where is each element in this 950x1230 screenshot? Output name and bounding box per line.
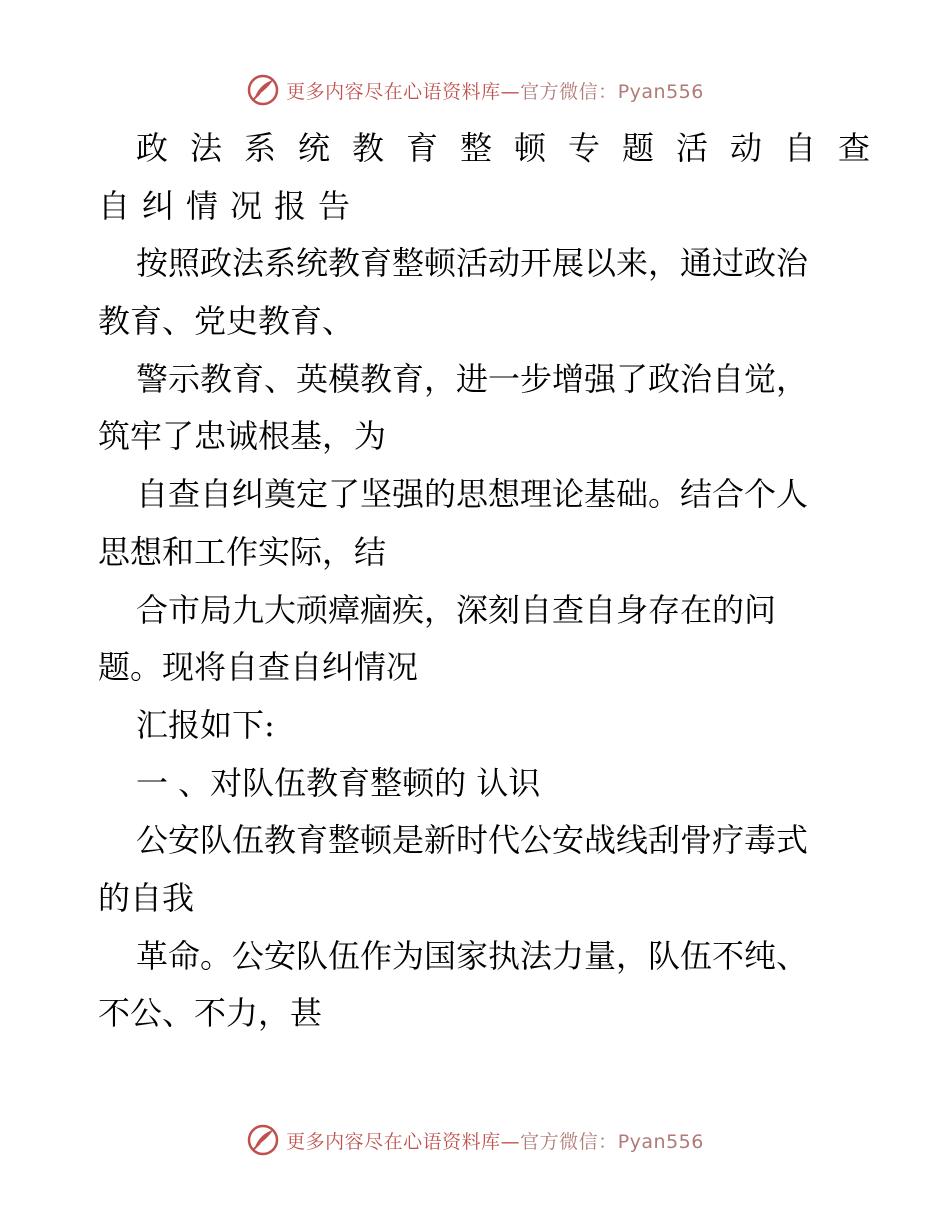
paragraph-line: 教育、党史教育、 bbox=[98, 302, 355, 341]
banner-wechat-id: Pyan556 bbox=[617, 80, 704, 103]
banner-site-name: 更多内容尽在心语资料库 bbox=[286, 1130, 501, 1153]
paragraph-line: 革命。公安队伍作为国家执法力量，队伍不纯、 bbox=[136, 936, 809, 975]
paragraph-line: 自查自纠奠定了坚强的思想理论基础。结合个人 bbox=[136, 475, 809, 514]
red-feather-seal-icon bbox=[246, 73, 280, 107]
paragraph-line: 合市局九大顽瘴痼疾，深刻自查自身存在的问 bbox=[136, 590, 777, 629]
banner-text bbox=[286, 77, 704, 104]
banner-site-name: 更多内容尽在心语资料库 bbox=[286, 80, 501, 103]
paragraph-line: 汇报如下: bbox=[136, 705, 275, 744]
document-title-line-2: 自纠情况报告 bbox=[98, 186, 363, 225]
paragraph-line: 思想和工作实际，结 bbox=[98, 532, 387, 571]
document-body bbox=[98, 120, 893, 1043]
paragraph-line: 题。现将自查自纠情况 bbox=[98, 648, 419, 687]
banner-wechat-label: 官方微信： bbox=[520, 80, 618, 103]
banner-wechat-label: 官方微信： bbox=[520, 1130, 618, 1153]
document-title-line-1: 政法系统教育整顿专题活动自查 bbox=[136, 129, 893, 167]
banner-dash: — bbox=[500, 1130, 521, 1153]
paragraph-line: 警示教育、英模教育，进一步增强了政治自觉， bbox=[136, 359, 809, 398]
banner-dash: — bbox=[500, 80, 521, 103]
header-watermark-banner bbox=[0, 70, 950, 110]
paragraph-line: 筑牢了忠诚根基，为 bbox=[98, 417, 387, 456]
paragraph-line: 不公、不力，甚 bbox=[98, 994, 323, 1033]
paragraph-line: 公安队伍教育整顿是新时代公安战线刮骨疗毒式 bbox=[136, 821, 809, 860]
paragraph-line: 按照政法系统教育整顿活动开展以来，通过政治 bbox=[136, 244, 809, 283]
footer-watermark-banner bbox=[0, 1120, 950, 1160]
red-feather-seal-icon bbox=[246, 1123, 280, 1157]
paragraph-line: 的自我 bbox=[98, 878, 195, 917]
banner-text bbox=[286, 1127, 704, 1154]
banner-wechat-id: Pyan556 bbox=[617, 1130, 704, 1153]
section-heading: 一 、对队伍教育整顿的 认识 bbox=[136, 763, 541, 802]
